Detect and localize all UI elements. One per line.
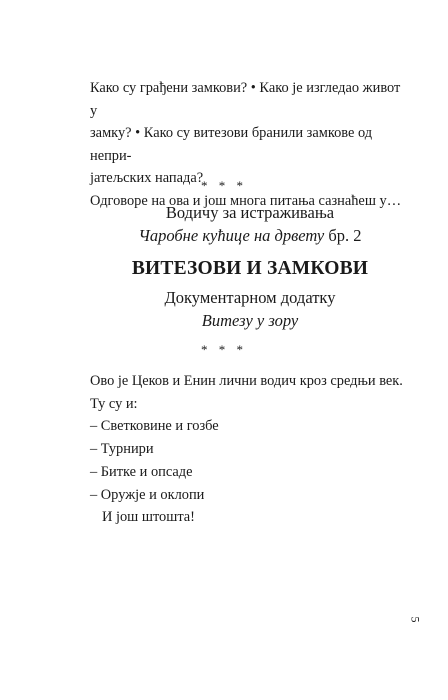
contents-block	[90, 370, 420, 529]
section-separator: * * *	[201, 342, 247, 357]
contents-list	[90, 415, 420, 506]
series-line	[60, 226, 440, 246]
intro-line: јатељских напада?	[90, 170, 204, 186]
intro-line: замку? • Како су витезови бранили замкове од непри-	[90, 125, 373, 164]
list-item: – Оружје и оклопи	[90, 486, 205, 503]
contents-more: И још штошта!	[102, 509, 195, 526]
list-item: – Светковине и гозбе	[90, 418, 219, 435]
series-name: Чаробне кућице на дрвету	[138, 226, 325, 245]
section-separator: * * *	[201, 178, 247, 193]
guide-heading: Водичу за истраживања	[165, 203, 335, 222]
book-title: ВИТЕЗОВИ И ЗАМКОВИ	[131, 258, 369, 279]
contents-line: Ово је Цеков и Енин лични водич кроз средњи век.	[90, 373, 403, 389]
series-number: бр. 2	[324, 226, 362, 245]
list-item: – Турнири	[90, 441, 154, 458]
page-number: 5	[408, 616, 423, 623]
intro-line: Одговоре на ова и још многа питања сазнаћеш у…	[90, 192, 402, 209]
intro-line: Како су грађени замкови? • Како је изгледао живот у	[90, 80, 401, 119]
list-item: – Битке и опсаде	[90, 463, 193, 480]
documentary-book-title: Витезу у зору	[201, 311, 299, 330]
contents-line: Ту су и:	[90, 395, 138, 412]
documentary-addendum: Документарном додатку	[164, 288, 336, 307]
